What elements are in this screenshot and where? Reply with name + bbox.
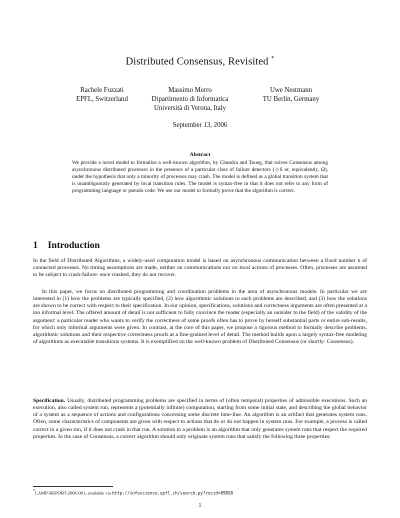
paper-date: September 13, 2006: [172, 122, 228, 129]
author-name: Massimo Merro: [168, 87, 212, 94]
section-heading: [33, 240, 100, 251]
author-2: [130, 86, 250, 114]
abstract-text: We provide a novel model to formalize a well-known algorithm, by Chandra and Toueg, that solves Consensus among asynchronous distributed processes in the presence of a particular class of failure detectors (◇S or, equivalently, Ω), under the hypothesis that only a minority of processes may crash. The model is defined as a global transition system that is unambiguously generated by local transition rules. The model is syntax-free in that it does not refer to any form of programming language or pseudo code. We use our model to formally prove that the algorithm is correct.: [72, 160, 328, 195]
paper-title-text: Distributed Consensus, Revisited: [125, 56, 269, 68]
author-affiliation: Dipartimento di Informatica: [151, 96, 229, 104]
body-paragraph-1: [33, 258, 367, 279]
section-title: Introduction: [47, 240, 100, 251]
author-name: Uwe Nestmann: [269, 87, 313, 94]
author-3: [246, 86, 336, 104]
footnote-text: LAMP-REPORT-2006-001, available via: [34, 490, 111, 496]
page-number: 1: [198, 503, 202, 509]
footnote: [33, 488, 367, 497]
author-name: Rachele Fuzzati: [80, 87, 124, 94]
author-affiliation: TU Berlin, Germany: [262, 96, 320, 104]
footnote-url[interactable]: http://infoscience.epfl.ch/search.py?recid=89858: [112, 490, 234, 496]
section-number: 1: [33, 240, 38, 251]
paragraph-text: In this paper, we focus on distributed programming and coordination problems in the area of asynchronous models. In particular we are interested in (1) how the problems are typically specified, (2) how algorithmic solutions to such problems are described, and (3) how the solutions are shown to be correct with respect to their specification. In our opinion, specifications, solutions and correctness arguments are often presented at a too informal level. The offered amount of detail is not sufficient to fully convince the reader (especially an outsider to the field) of the validity of the argument: a particular reader who wants to verify the correctness of some proofs often has to prove by herself substantial parts or entire sub-results, for which only informal arguments were given. In contrast, at the core of this paper, we propose a rigorous method to formally describe problems, algorithmic solutions and their respective correctness proofs at a fine-grained level of detail. The method builds upon a largely syntax-free modeling of algorithms as executable transitions systems. It is exemplified on the well-known problem of Distributed Consensus (or shortly: Consensus).: [33, 289, 367, 346]
abstract-heading: Abstract: [189, 152, 211, 158]
title-footnote-mark: *: [271, 56, 275, 62]
specification-paragraph: [33, 398, 367, 441]
author-affiliation: EPFL, Switzerland: [76, 96, 128, 104]
paragraph-text: In the field of Distributed Algorithms, a widely-used computation model is based on asynchronous communication between a fixed number n of connected processes. No timing assumptions are made, neither on communications nor on local actions of processes. Often, processes are assumed to be subject to crash-failure: once crashed, they do not recover.: [33, 258, 367, 279]
runin-heading: Specification.: [33, 398, 66, 404]
body-paragraph-2: [33, 289, 367, 346]
paragraph-text: Usually, distributed programming problems are specified in terms of (often temporal) properties of admissible executions. Such an execution, also called system run, represents a (potentially infinite) computation, starting from some initial state, and describing the global behavior of a system as a sequence of actions and configurations concerning some discrete time-line. An algorithm is an artifact that generates system runs. Often, some characteristics of components are given with respect to actions that do or do not happen in system runs. For example, a process is called correct in a given run, if it does not crash in that run. A solution to a problem is an algorithm that only generates system runs that respect the required properties. In the case of Consensus, a correct algorithm should only originate system runs that satisfy the following three properties:: [33, 398, 367, 440]
paper-title: [0, 56, 400, 68]
author-affiliation-line2: Università di Verona, Italy: [154, 105, 226, 113]
footnote-rule: [33, 486, 113, 487]
footnote-mark: *: [33, 489, 35, 493]
